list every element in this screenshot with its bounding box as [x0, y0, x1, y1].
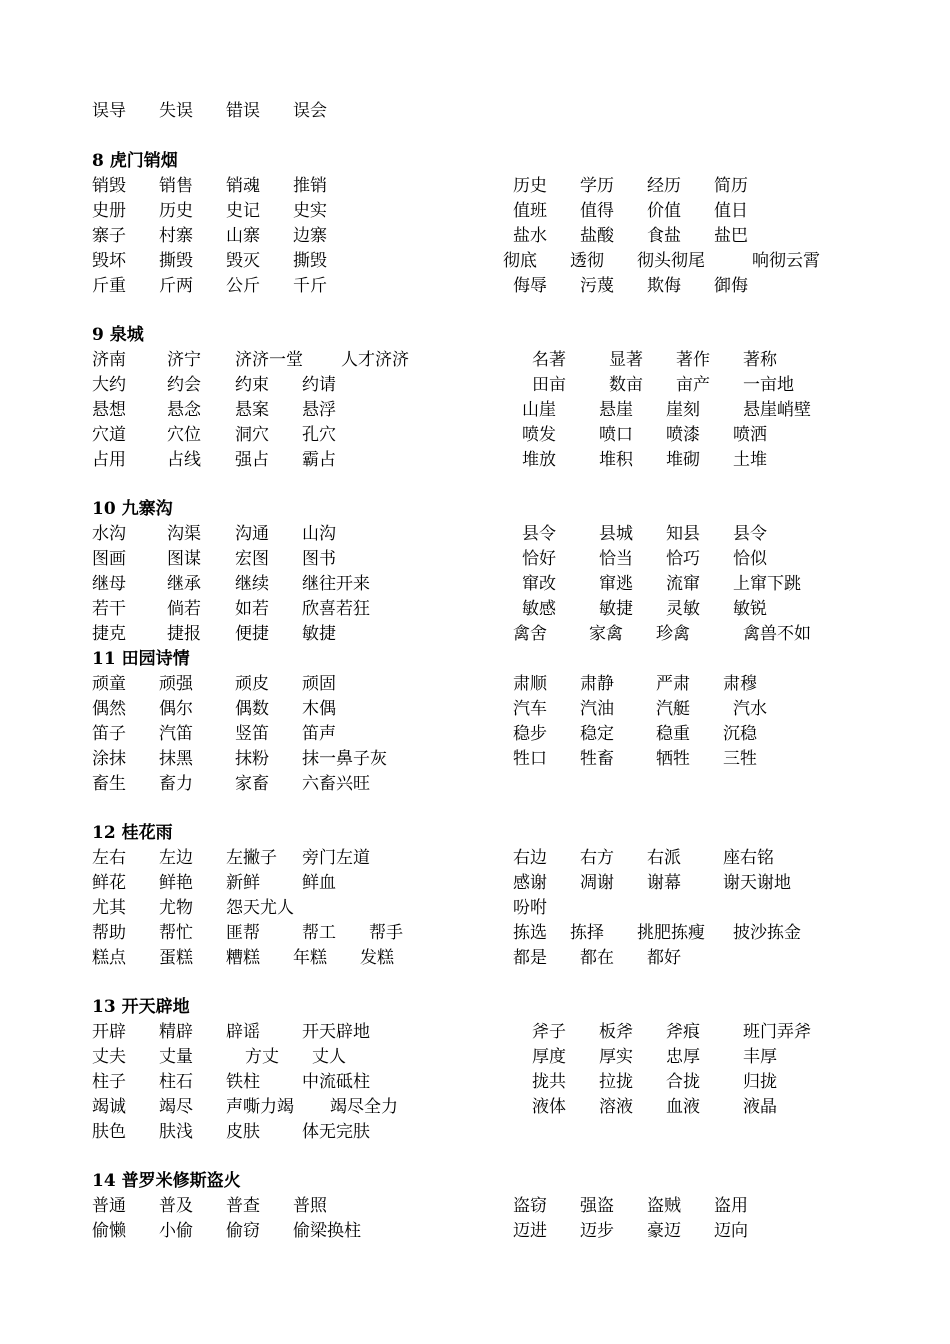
top-word-row [0, 99, 950, 124]
right-column-word: 沉稳 [723, 724, 757, 744]
right-column-word: 拢共 [532, 1072, 566, 1092]
right-column-word: 名著 [532, 350, 566, 370]
left-column-word: 发糕 [360, 948, 394, 968]
right-column-word: 喷漆 [666, 425, 700, 445]
left-column-word: 竭尽 [159, 1097, 193, 1117]
left-column-word: 水沟 [92, 524, 126, 544]
right-column-word: 山崖 [522, 400, 556, 420]
word-row [0, 224, 950, 249]
left-column-word: 济南 [92, 350, 126, 370]
right-column-word: 经历 [647, 176, 681, 196]
left-column-word: 强占 [235, 450, 269, 470]
right-column-word: 窜改 [522, 574, 556, 594]
left-column-word: 鲜艳 [159, 873, 193, 893]
word-row [0, 1095, 950, 1120]
left-column-word: 沟通 [235, 524, 269, 544]
word-row [0, 572, 950, 597]
right-column-word: 归拢 [743, 1072, 777, 1092]
right-column-word: 知县 [666, 524, 700, 544]
left-column-word: 涂抹 [92, 749, 126, 769]
left-column-word: 旁门左道 [302, 848, 370, 868]
right-column-word: 拣选 [513, 923, 547, 943]
word-row [0, 896, 950, 921]
left-column-word: 史册 [92, 201, 126, 221]
right-column-word: 盐酸 [580, 226, 614, 246]
right-column-word: 液体 [532, 1097, 566, 1117]
right-column-word: 盗贼 [647, 1196, 681, 1216]
word-row [0, 921, 950, 946]
right-column-word: 盐巴 [714, 226, 748, 246]
left-column-word: 偷窃 [226, 1221, 260, 1241]
left-column-word: 便捷 [235, 624, 269, 644]
left-column-word: 左撇子 [226, 848, 277, 868]
left-column-word: 开天辟地 [302, 1022, 370, 1042]
word: 误会 [293, 101, 327, 121]
right-column-word: 稳重 [656, 724, 690, 744]
right-column-word: 右边 [513, 848, 547, 868]
word-row [0, 772, 950, 797]
left-column-word: 销毁 [92, 176, 126, 196]
left-column-word: 敏捷 [302, 624, 336, 644]
right-column-word: 斧痕 [666, 1022, 700, 1042]
word-row [0, 1194, 950, 1219]
left-column-word: 丈量 [159, 1047, 193, 1067]
left-column-word: 悬案 [235, 400, 269, 420]
left-column-word: 辟谣 [226, 1022, 260, 1042]
left-column-word: 尤其 [92, 898, 126, 918]
right-column-word: 合拢 [666, 1072, 700, 1092]
left-column-word: 精辟 [159, 1022, 193, 1042]
right-column-word: 恰当 [599, 549, 633, 569]
right-column-word: 田亩 [532, 375, 566, 395]
right-column-word: 凋谢 [580, 873, 614, 893]
right-column-word: 窜逃 [599, 574, 633, 594]
right-column-word: 彻底 [503, 251, 537, 271]
right-column-word: 禽兽不如 [743, 624, 811, 644]
left-column-word: 新鲜 [226, 873, 260, 893]
right-column-word: 家禽 [589, 624, 623, 644]
right-column-word: 牲口 [513, 749, 547, 769]
word-row [0, 846, 950, 871]
right-column-word: 敏感 [522, 599, 556, 619]
right-column-word: 稳定 [580, 724, 614, 744]
right-column-word: 禽舍 [513, 624, 547, 644]
left-column-word: 体无完肤 [302, 1122, 370, 1142]
right-column-word: 都是 [513, 948, 547, 968]
left-column-word: 肤色 [92, 1122, 126, 1142]
left-column-word: 撕毁 [293, 251, 327, 271]
right-column-word: 右派 [647, 848, 681, 868]
left-column-word: 声嘶力竭 [226, 1097, 294, 1117]
word-row [0, 448, 950, 473]
left-column-word: 顽固 [302, 674, 336, 694]
right-column-word: 悬崖 [599, 400, 633, 420]
left-column-word: 肤浅 [159, 1122, 193, 1142]
right-column-word: 彻头彻尾 [637, 251, 705, 271]
right-column-word: 数亩 [609, 375, 643, 395]
word-row [0, 1045, 950, 1070]
word-row [0, 1020, 950, 1045]
right-column-word: 肃顺 [513, 674, 547, 694]
left-column-word: 公斤 [226, 276, 260, 296]
section-heading: 8 虎门销烟 [92, 151, 178, 171]
left-column-word: 继往开来 [302, 574, 370, 594]
left-column-word: 宏图 [235, 549, 269, 569]
right-column-word: 崖刻 [666, 400, 700, 420]
left-column-word: 尤物 [159, 898, 193, 918]
left-column-word: 家畜 [235, 774, 269, 794]
left-column-word: 边寨 [293, 226, 327, 246]
section-heading: 14 普罗米修斯盗火 [92, 1171, 241, 1191]
right-column-word: 值得 [580, 201, 614, 221]
left-column-word: 皮肤 [226, 1122, 260, 1142]
right-column-word: 堆积 [599, 450, 633, 470]
right-column-word: 著作 [676, 350, 710, 370]
word-row [0, 697, 950, 722]
left-column-word: 偷梁换柱 [293, 1221, 361, 1241]
word-row [0, 423, 950, 448]
right-column-word: 敏捷 [599, 599, 633, 619]
right-column-word: 喷洒 [733, 425, 767, 445]
left-column-word: 帮忙 [159, 923, 193, 943]
right-column-word: 上窜下跳 [733, 574, 801, 594]
left-column-word: 山寨 [226, 226, 260, 246]
left-column-word: 若干 [92, 599, 126, 619]
left-column-word: 占线 [167, 450, 201, 470]
left-column-word: 毁灭 [226, 251, 260, 271]
left-column-word: 穴道 [92, 425, 126, 445]
word: 失误 [159, 101, 193, 121]
left-column-word: 抹一鼻子灰 [302, 749, 387, 769]
left-column-word: 洞穴 [235, 425, 269, 445]
section-heading: 13 开天辟地 [92, 997, 190, 1017]
right-column-word: 牲畜 [580, 749, 614, 769]
left-column-word: 中流砥柱 [302, 1072, 370, 1092]
left-column-word: 顽皮 [235, 674, 269, 694]
left-column-word: 小偷 [159, 1221, 193, 1241]
word-row [0, 199, 950, 224]
word: 错误 [226, 101, 260, 121]
right-column-word: 迈进 [513, 1221, 547, 1241]
word-row [0, 1120, 950, 1145]
right-column-word: 汽水 [733, 699, 767, 719]
right-column-word: 污蔑 [580, 276, 614, 296]
left-column-word: 推销 [293, 176, 327, 196]
right-column-word: 盐水 [513, 226, 547, 246]
word: 误导 [92, 101, 126, 121]
right-column-word: 吩咐 [513, 898, 547, 918]
left-column-word: 沟渠 [167, 524, 201, 544]
right-column-word: 严肃 [656, 674, 690, 694]
right-column-word: 忠厚 [666, 1047, 700, 1067]
word-row [0, 522, 950, 547]
right-column-word: 价值 [647, 201, 681, 221]
left-column-word: 人才济济 [341, 350, 409, 370]
right-column-word: 堆放 [522, 450, 556, 470]
left-column-word: 普通 [92, 1196, 126, 1216]
left-column-word: 鲜血 [302, 873, 336, 893]
left-column-word: 竖笛 [235, 724, 269, 744]
left-column-word: 撕毁 [159, 251, 193, 271]
right-column-word: 肃穆 [723, 674, 757, 694]
left-column-word: 销魂 [226, 176, 260, 196]
left-column-word: 斤重 [92, 276, 126, 296]
right-column-word: 肃静 [580, 674, 614, 694]
right-column-word: 喷口 [599, 425, 633, 445]
left-column-word: 寨子 [92, 226, 126, 246]
right-column-word: 显著 [609, 350, 643, 370]
word-row [0, 373, 950, 398]
left-column-word: 六畜兴旺 [302, 774, 370, 794]
right-column-word: 县令 [733, 524, 767, 544]
right-column-word: 著称 [743, 350, 777, 370]
left-column-word: 笛声 [302, 724, 336, 744]
right-column-word: 学历 [580, 176, 614, 196]
left-column-word: 丈人 [312, 1047, 346, 1067]
right-column-word: 值日 [714, 201, 748, 221]
right-column-word: 珍禽 [656, 624, 690, 644]
section-heading: 9 泉城 [92, 325, 144, 345]
left-column-word: 欣喜若狂 [302, 599, 370, 619]
word-row [0, 398, 950, 423]
left-column-word: 顽童 [92, 674, 126, 694]
left-column-word: 木偶 [302, 699, 336, 719]
left-column-word: 怨天尤人 [226, 898, 294, 918]
right-column-word: 欺侮 [647, 276, 681, 296]
right-column-word: 盗窃 [513, 1196, 547, 1216]
word-row [0, 547, 950, 572]
left-column-word: 开辟 [92, 1022, 126, 1042]
right-column-word: 都好 [647, 948, 681, 968]
left-column-word: 汽笛 [159, 724, 193, 744]
right-column-word: 溶液 [599, 1097, 633, 1117]
right-column-word: 恰似 [733, 549, 767, 569]
left-column-word: 约请 [302, 375, 336, 395]
left-column-word: 毁坏 [92, 251, 126, 271]
right-column-word: 厚实 [599, 1047, 633, 1067]
right-column-word: 透彻 [570, 251, 604, 271]
right-column-word: 一亩地 [743, 375, 794, 395]
left-column-word: 笛子 [92, 724, 126, 744]
right-column-word: 迈向 [714, 1221, 748, 1241]
left-column-word: 图谋 [167, 549, 201, 569]
left-column-word: 偶尔 [159, 699, 193, 719]
left-column-word: 孔穴 [302, 425, 336, 445]
left-column-word: 悬浮 [302, 400, 336, 420]
left-column-word: 竭诚 [92, 1097, 126, 1117]
right-column-word: 感谢 [513, 873, 547, 893]
left-column-word: 普查 [226, 1196, 260, 1216]
word-row [0, 871, 950, 896]
left-column-word: 柱石 [159, 1072, 193, 1092]
right-column-word: 悬崖峭壁 [743, 400, 811, 420]
right-column-word: 牺牲 [656, 749, 690, 769]
left-column-word: 史实 [293, 201, 327, 221]
left-column-word: 穴位 [167, 425, 201, 445]
left-column-word: 年糕 [293, 948, 327, 968]
right-column-word: 拣择 [570, 923, 604, 943]
left-column-word: 方丈 [245, 1047, 279, 1067]
word-row [0, 274, 950, 299]
left-column-word: 捷报 [167, 624, 201, 644]
right-column-word: 强盗 [580, 1196, 614, 1216]
left-column-word: 帮助 [92, 923, 126, 943]
right-column-word: 值班 [513, 201, 547, 221]
left-column-word: 济宁 [167, 350, 201, 370]
left-column-word: 糟糕 [226, 948, 260, 968]
left-column-word: 左边 [159, 848, 193, 868]
right-column-word: 县令 [522, 524, 556, 544]
left-column-word: 霸占 [302, 450, 336, 470]
left-column-word: 偷懒 [92, 1221, 126, 1241]
left-column-word: 继续 [235, 574, 269, 594]
right-column-word: 座右铭 [723, 848, 774, 868]
right-column-word: 血液 [666, 1097, 700, 1117]
left-column-word: 占用 [92, 450, 126, 470]
right-column-word: 汽油 [580, 699, 614, 719]
left-column-word: 抹黑 [159, 749, 193, 769]
right-column-word: 豪迈 [647, 1221, 681, 1241]
left-column-word: 图画 [92, 549, 126, 569]
word-row [0, 597, 950, 622]
word-row [0, 622, 950, 647]
left-column-word: 普照 [293, 1196, 327, 1216]
left-column-word: 畜生 [92, 774, 126, 794]
section-heading: 11 田园诗情 [92, 649, 190, 669]
left-column-word: 柱子 [92, 1072, 126, 1092]
left-column-word: 竭尽全力 [330, 1097, 398, 1117]
word-row [0, 747, 950, 772]
left-column-word: 偶然 [92, 699, 126, 719]
right-column-word: 亩产 [676, 375, 710, 395]
right-column-word: 恰巧 [666, 549, 700, 569]
left-column-word: 继承 [167, 574, 201, 594]
section-heading: 12 桂花雨 [92, 823, 173, 843]
left-column-word: 鲜花 [92, 873, 126, 893]
right-column-word: 堆砌 [666, 450, 700, 470]
left-column-word: 图书 [302, 549, 336, 569]
word-row [0, 249, 950, 274]
right-column-word: 披沙拣金 [733, 923, 801, 943]
right-column-word: 敏锐 [733, 599, 767, 619]
left-column-word: 倘若 [167, 599, 201, 619]
right-column-word: 盗用 [714, 1196, 748, 1216]
left-column-word: 村寨 [159, 226, 193, 246]
word-row [0, 722, 950, 747]
word-row [0, 1219, 950, 1244]
left-column-word: 历史 [159, 201, 193, 221]
right-column-word: 谢幕 [647, 873, 681, 893]
left-column-word: 悬想 [92, 400, 126, 420]
right-column-word: 喷发 [522, 425, 556, 445]
right-column-word: 挑肥拣瘦 [637, 923, 705, 943]
right-column-word: 响彻云霄 [752, 251, 820, 271]
right-column-word: 流窜 [666, 574, 700, 594]
word-row [0, 174, 950, 199]
right-column-word: 灵敏 [666, 599, 700, 619]
left-column-word: 偶数 [235, 699, 269, 719]
right-column-word: 稳步 [513, 724, 547, 744]
left-column-word: 顽强 [159, 674, 193, 694]
word-row [0, 348, 950, 373]
left-column-word: 丈夫 [92, 1047, 126, 1067]
left-column-word: 捷克 [92, 624, 126, 644]
right-column-word: 简历 [714, 176, 748, 196]
left-column-word: 大约 [92, 375, 126, 395]
left-column-word: 匪帮 [226, 923, 260, 943]
right-column-word: 迈步 [580, 1221, 614, 1241]
left-column-word: 铁柱 [226, 1072, 260, 1092]
word-row [0, 672, 950, 697]
right-column-word: 汽车 [513, 699, 547, 719]
left-column-word: 约会 [167, 375, 201, 395]
left-column-word: 斤两 [159, 276, 193, 296]
left-column-word: 蛋糕 [159, 948, 193, 968]
right-column-word: 历史 [513, 176, 547, 196]
right-column-word: 右方 [580, 848, 614, 868]
left-column-word: 史记 [226, 201, 260, 221]
left-column-word: 糕点 [92, 948, 126, 968]
word-row [0, 946, 950, 971]
left-column-word: 山沟 [302, 524, 336, 544]
right-column-word: 谢天谢地 [723, 873, 791, 893]
right-column-word: 液晶 [743, 1097, 777, 1117]
left-column-word: 左右 [92, 848, 126, 868]
right-column-word: 丰厚 [743, 1047, 777, 1067]
left-column-word: 悬念 [167, 400, 201, 420]
left-column-word: 济济一堂 [235, 350, 303, 370]
right-column-word: 土堆 [733, 450, 767, 470]
left-column-word: 抹粉 [235, 749, 269, 769]
right-column-word: 恰好 [522, 549, 556, 569]
right-column-word: 汽艇 [656, 699, 690, 719]
right-column-word: 御侮 [714, 276, 748, 296]
left-column-word: 如若 [235, 599, 269, 619]
word-row [0, 1070, 950, 1095]
right-column-word: 斧子 [532, 1022, 566, 1042]
left-column-word: 畜力 [159, 774, 193, 794]
left-column-word: 千斤 [293, 276, 327, 296]
left-column-word: 约束 [235, 375, 269, 395]
left-column-word: 继母 [92, 574, 126, 594]
left-column-word: 普及 [159, 1196, 193, 1216]
right-column-word: 拉拢 [599, 1072, 633, 1092]
right-column-word: 食盐 [647, 226, 681, 246]
right-column-word: 厚度 [532, 1047, 566, 1067]
left-column-word: 帮工 [302, 923, 336, 943]
right-column-word: 班门弄斧 [743, 1022, 811, 1042]
right-column-word: 县城 [599, 524, 633, 544]
right-column-word: 侮辱 [513, 276, 547, 296]
left-column-word: 帮手 [369, 923, 403, 943]
section-heading: 10 九寨沟 [92, 499, 173, 519]
right-column-word: 三牲 [723, 749, 757, 769]
left-column-word: 销售 [159, 176, 193, 196]
right-column-word: 板斧 [599, 1022, 633, 1042]
right-column-word: 都在 [580, 948, 614, 968]
